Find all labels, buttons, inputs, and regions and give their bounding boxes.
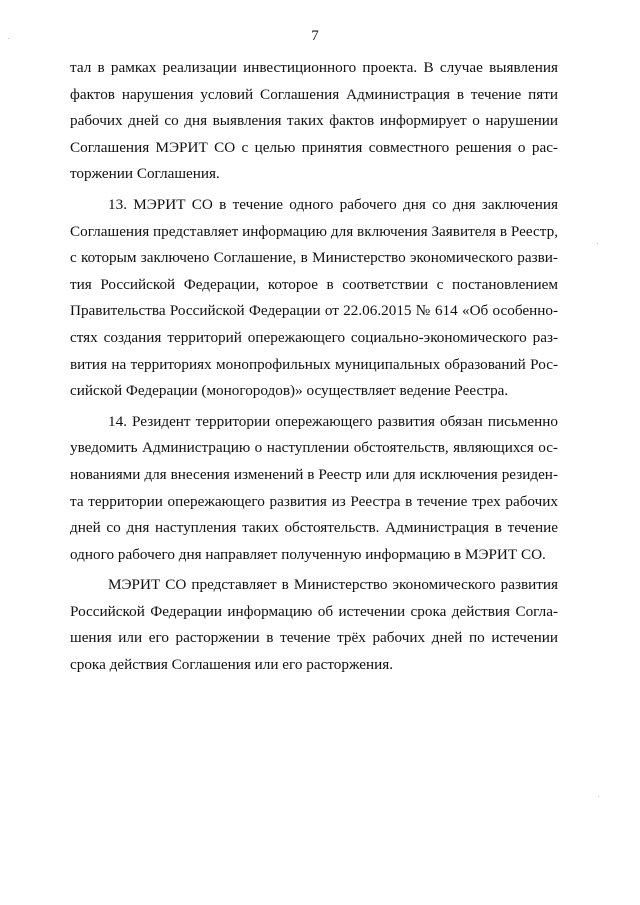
paragraph <box>70 192 558 405</box>
document-body <box>70 55 558 679</box>
page-number: 7 <box>311 28 319 44</box>
text-line: уведомить Администрацию о наступлении обстоятельств, являющихся ос- <box>70 439 558 457</box>
paragraph <box>70 572 558 678</box>
text-line: стях создания территорий опережающего социально-экономического раз- <box>70 328 558 346</box>
text-line: 14. Резидент территории опережающего развития обязан письменно <box>108 412 558 430</box>
text-line: Соглашения представляет информацию для включения Заявителя в Реестр, <box>70 222 558 240</box>
text-line: Российской Федерации информацию об истечении срока действия Согла- <box>70 602 558 620</box>
text-line: вития на территориях монопрофильных муниципальных образований Рос- <box>70 355 558 373</box>
text-line: рабочих дней со дня выявления таких фактов информирует о нарушении <box>70 112 558 130</box>
paragraph <box>70 55 558 188</box>
text-line: нованиями для внесения изменений в Реестр или для исключения резиден- <box>70 465 558 483</box>
text-line: та территории опережающего развития из Реестра в течение трех рабочих <box>70 492 558 510</box>
text-line: шения или его расторжении в течение трёх рабочих дней по истечении <box>70 629 558 647</box>
scan-speck <box>598 796 599 797</box>
text-line: торжении Соглашения. <box>70 165 220 183</box>
text-line: фактов нарушения условий Соглашения Администрация в течение пяти <box>70 85 558 103</box>
text-line: Соглашения МЭРИТ СО с целью принятия совместного решения о рас- <box>70 138 558 156</box>
paragraph <box>70 409 558 569</box>
text-line: одного рабочего дня направляет полученную информацию в МЭРИТ СО. <box>70 545 546 563</box>
text-line: тия Российской Федерации, которое в соответствии с постановлением <box>70 275 558 293</box>
text-line: срока действия Соглашения или его расторжения. <box>70 656 394 674</box>
text-line: дней со дня наступления таких обстоятельств. Администрация в течение <box>70 519 558 537</box>
text-line: Правительства Российской Федерации от 22.06.2015 № 614 «Об особенно- <box>70 302 558 320</box>
text-line: тал в рамках реализации инвестиционного проекта. В случае выявления <box>70 59 558 76</box>
scan-speck <box>8 38 9 39</box>
text-line: МЭРИТ СО представляет в Министерство экономического развития <box>108 576 558 594</box>
text-line: сийской Федерации (моногородов)» осуществляет ведение Реестра. <box>70 382 509 400</box>
scan-speck <box>597 243 598 244</box>
text-line: 13. МЭРИТ СО в течение одного рабочего дня со дня заключения <box>108 195 558 213</box>
text-line: с которым заключено Соглашение, в Министерство экономического разви- <box>70 249 558 267</box>
